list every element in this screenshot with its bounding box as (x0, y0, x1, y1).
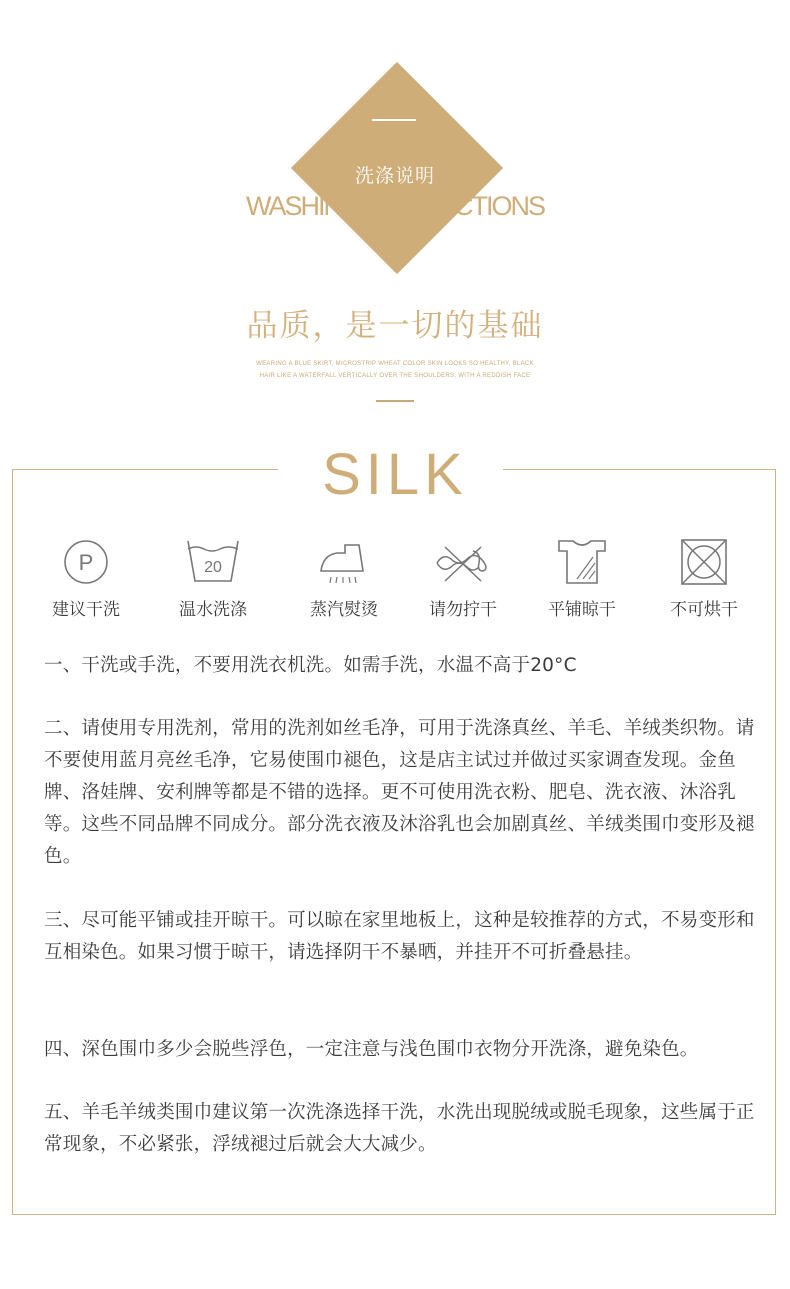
care-label-warm-wash: 温水洗涤 (179, 600, 247, 620)
instruction-paragraph-4: 四、深色围巾多少会脱些浮色，一定注意与浅色围巾衣物分开洗涤，避免染色。 (44, 1039, 699, 1060)
care-item-no-tumble-dry (649, 537, 759, 620)
care-item-dry-clean (31, 537, 141, 620)
slogan-sub-line2: HAIR LIKE A WATERFALL VERTICALLY OVER THE SHOULDERS, WITH A REDDISH FACE (259, 373, 531, 379)
slogan-main: 品质，是一切的基础 (246, 308, 544, 344)
divider-rule (376, 400, 414, 402)
instruction-paragraph-1: 一、干洗或手洗，不要用洗衣机洗。如需手洗，水温不高于20°C (44, 655, 577, 676)
instruction-paragraph-5: 五、羊毛羊绒类围巾建议第一次洗涤选择干洗，水洗出现脱绒或脱毛现象，这些属于正常现象，不必紧张，浮绒褪过后就会大大减少。 (44, 1102, 755, 1155)
section-title: SILK (322, 442, 468, 507)
title-en: WASHING INSTRUCTIONS (245, 191, 544, 221)
steam-iron-icon (315, 537, 373, 587)
care-item-no-wring (408, 537, 518, 620)
instruction-paragraph-3: 三、尽可能平铺或挂开晾干。可以晾在家里地板上，这种是较推荐的方式，不易变形和互相染色。如果习惯于晾干，请选择阴干不暴晒，并挂开不可折叠悬挂。 (44, 910, 755, 963)
diamond-accent-line (372, 119, 416, 121)
dry-clean-symbol: P (78, 550, 94, 575)
care-item-steam-iron (289, 537, 399, 620)
care-item-flat-dry (527, 537, 637, 620)
care-item-warm-wash (158, 537, 268, 620)
slogan-sub-line1: WEARING A BLUE SKIRT, MICROSTRIP WHEAT COLOR SKIN LOOKS SO HEALTHY, BLACK (256, 361, 534, 367)
care-label-flat-dry: 平铺晾干 (548, 600, 616, 620)
title-cn: 洗涤说明 (354, 165, 435, 187)
slogan-sub (195, 358, 595, 382)
wash-temp-symbol: 20 (204, 559, 222, 576)
flat-dry-icon (553, 537, 611, 587)
care-label-no-wring: 请勿拧干 (429, 600, 497, 620)
care-label-steam-iron: 蒸汽熨烫 (310, 600, 378, 620)
wash-tub-20-icon (184, 537, 242, 587)
care-label-dry-clean: 建议干洗 (52, 600, 120, 620)
dry-clean-p-icon (61, 537, 111, 587)
care-label-no-tumble-dry: 不可烘干 (670, 600, 738, 620)
do-not-wring-icon (433, 537, 493, 587)
instruction-paragraph-2: 二、请使用专用洗剂，常用的洗剂如丝毛净，可用于洗涤真丝、羊毛、羊绒类织物。请不要使用蓝月亮丝毛净，它易使围巾褪色，这是店主试过并做过买家调查发现。金鱼牌、洛娃牌、安利牌等都是不错的选择。更不可使用洗衣粉、肥皂、洗衣液、沐浴乳等。这些不同品牌不同成分。部分洗衣液及沐浴乳也会加剧真丝、羊绒类围巾变形及褪色。 (44, 718, 755, 867)
do-not-tumble-dry-icon (678, 537, 730, 587)
